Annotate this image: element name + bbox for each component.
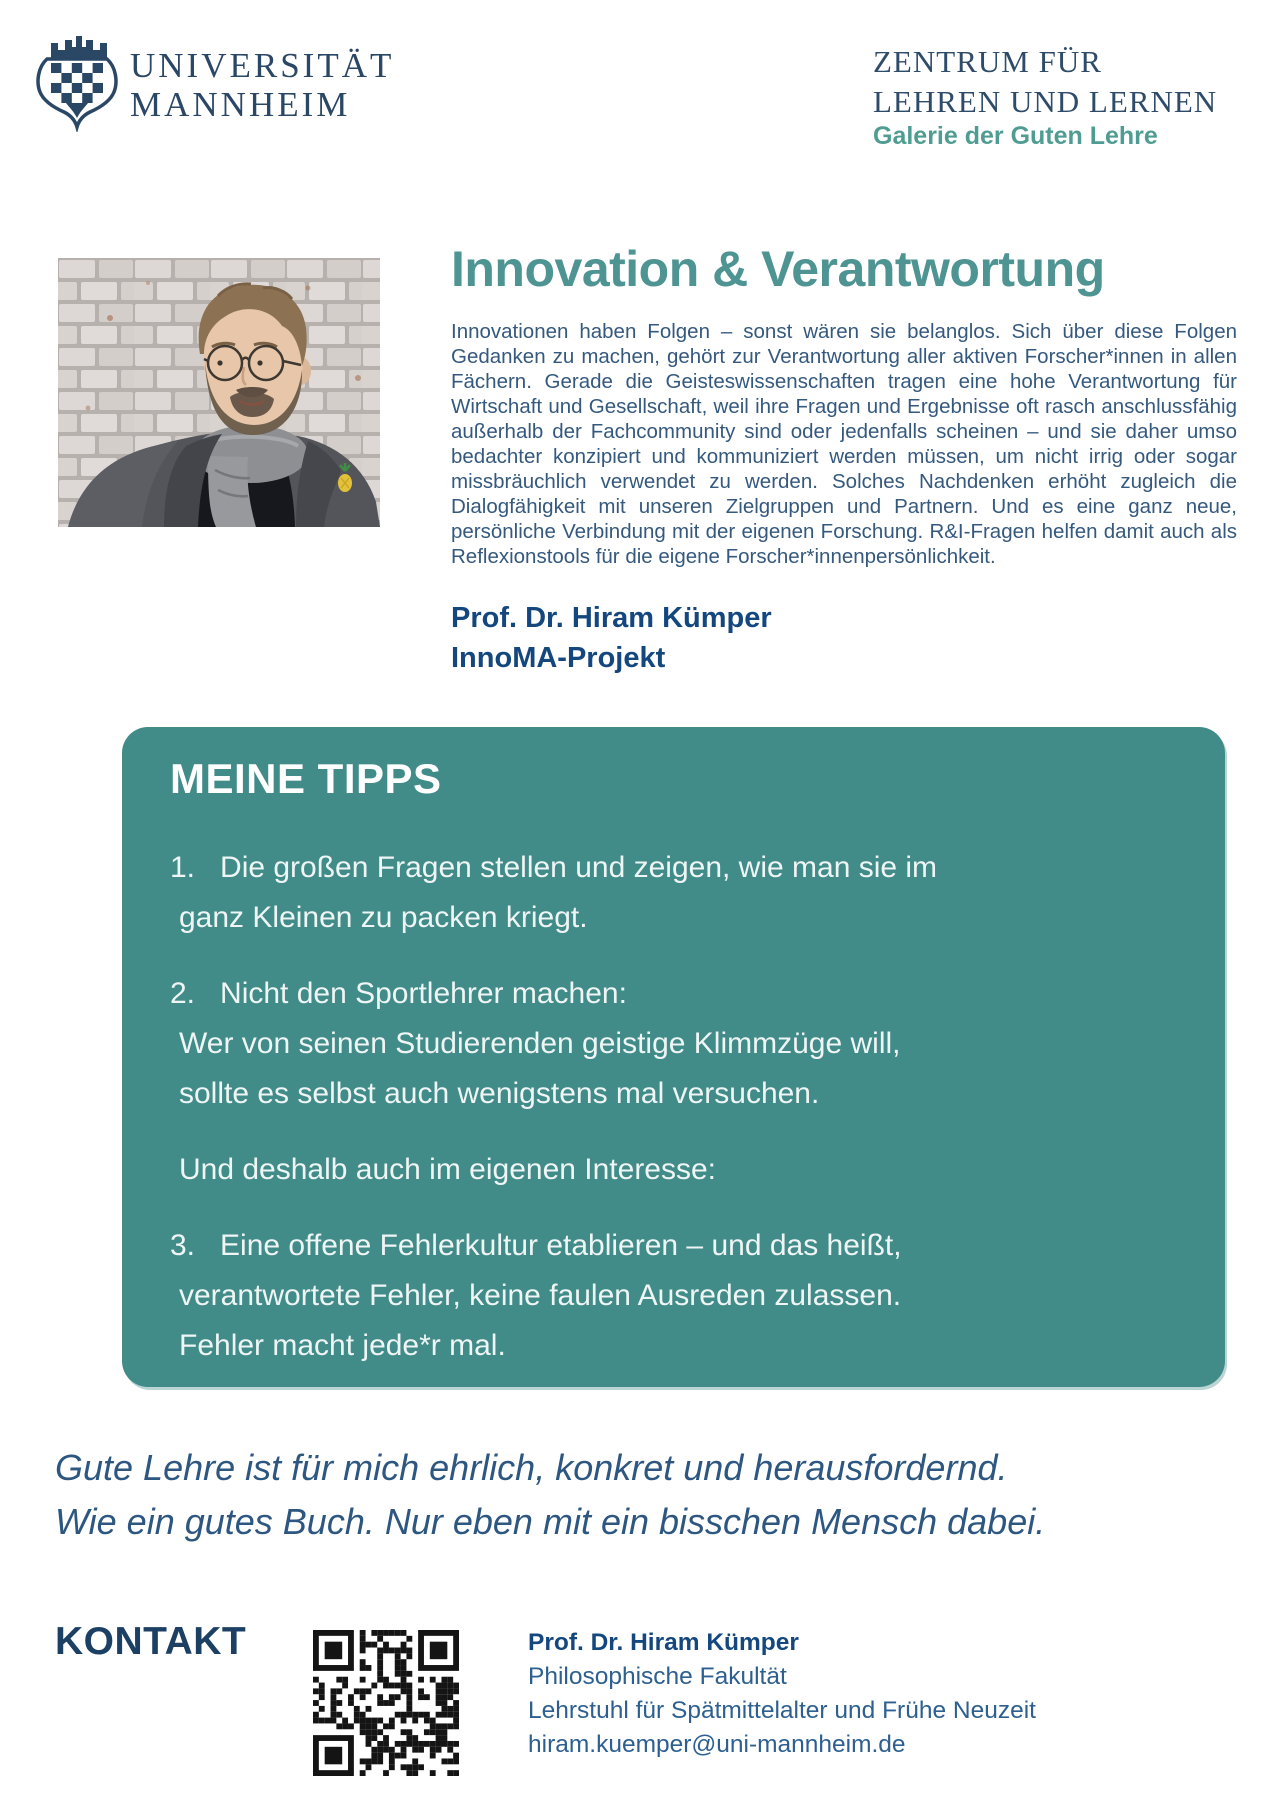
profile-name: Prof. Dr. Hiram Kümper — [451, 602, 772, 634]
university-crest-icon — [30, 32, 124, 132]
contact-block — [528, 1626, 1036, 1762]
tip-line: sollte es selbst auch wenigstens mal versuchen. — [179, 1077, 820, 1110]
gallery-label: Galerie der Guten Lehre — [873, 122, 1158, 150]
tip-line: 1. Die großen Fragen stellen und zeigen, wie man sie im — [170, 851, 938, 884]
center-name-line2: LEHREN UND LERNEN — [873, 84, 1218, 119]
profile-name-block — [451, 598, 772, 678]
tip-line: Fehler macht jede*r mal. — [179, 1329, 506, 1362]
center-name — [873, 42, 1217, 122]
tips-heading: MEINE TIPPS — [170, 755, 442, 802]
tip-line: Und deshalb auch im eigenen Interesse: — [179, 1153, 717, 1186]
contact-faculty: Philosophische Fakultät — [528, 1663, 787, 1690]
tip-interjection — [170, 1145, 1185, 1195]
tip-line: Wer von seinen Studierenden geistige Klimmzüge will, — [179, 1027, 901, 1060]
quote-line2: Wie ein gutes Buch. Nur eben mit ein bisschen Mensch dabei. — [55, 1501, 1046, 1542]
contact-email: hiram.kuemper@uni-mannheim.de — [528, 1731, 906, 1758]
tip-item-2 — [170, 969, 1185, 1119]
center-name-line1: ZENTRUM FÜR — [873, 44, 1102, 79]
tips-box — [122, 727, 1225, 1387]
tip-line: 2. Nicht den Sportlehrer machen: — [170, 977, 627, 1010]
portrait-photo — [58, 258, 380, 527]
tip-line: verantwortete Fehler, keine faulen Ausreden zulassen. — [179, 1279, 902, 1312]
university-name-line2: MANNHEIM — [130, 85, 351, 124]
tip-item-3 — [170, 1221, 1185, 1371]
contact-name: Prof. Dr. Hiram Kümper — [528, 1629, 799, 1656]
university-name-line1: UNIVERSITÄT — [130, 46, 395, 85]
profile-title: Innovation & Verantwortung — [451, 241, 1105, 297]
tips-list — [170, 843, 1185, 1371]
profile-project: InnoMA-Projekt — [451, 642, 666, 674]
quote-line1: Gute Lehre ist für mich ehrlich, konkret und herausfordernd. — [55, 1447, 1008, 1488]
qr-code — [313, 1630, 459, 1776]
profile-description: Innovationen haben Folgen – sonst wären sie belanglos. Sich über diese Folgen Gedanken zu machen, gehört zur Verantwortung aller aktiven Forscher*innen in allen Fächern. Gerade die Geisteswissenschaften tragen eine hohe Verantwortung für Wirtschaft und Gesellschaft, weil ihre Fragen und Ergebnisse oft rasch anschlussfähig außerhalb der Fachcommunity sind oder jedenfalls scheinen – und sie daher umso bedachter konzipiert und kommuniziert werden müssen, um nicht irrig oder sogar missbräuchlich verwendet zu werden. Solches Nachdenken erhöht zugleich die Dialogfähigkeit mit unseren Zielgruppen und Partnern. Und es eine ganz neue, persönliche Verbindung mit der eigenen Forschung. R&I-Fragen helfen damit auch als Reflexionstools für die eigene Forscher*innenpersönlichkeit. — [451, 320, 1237, 568]
tip-item-1 — [170, 843, 1185, 943]
tip-line: 3. Eine offene Fehlerkultur etablieren – und das heißt, — [170, 1229, 902, 1262]
contact-heading: KONTAKT — [55, 1620, 247, 1663]
quote — [55, 1441, 1205, 1549]
contact-chair: Lehrstuhl für Spätmittelalter und Frühe Neuzeit — [528, 1697, 1036, 1724]
tip-line: ganz Kleinen zu packen kriegt. — [179, 901, 588, 934]
university-logo-text — [130, 46, 394, 124]
